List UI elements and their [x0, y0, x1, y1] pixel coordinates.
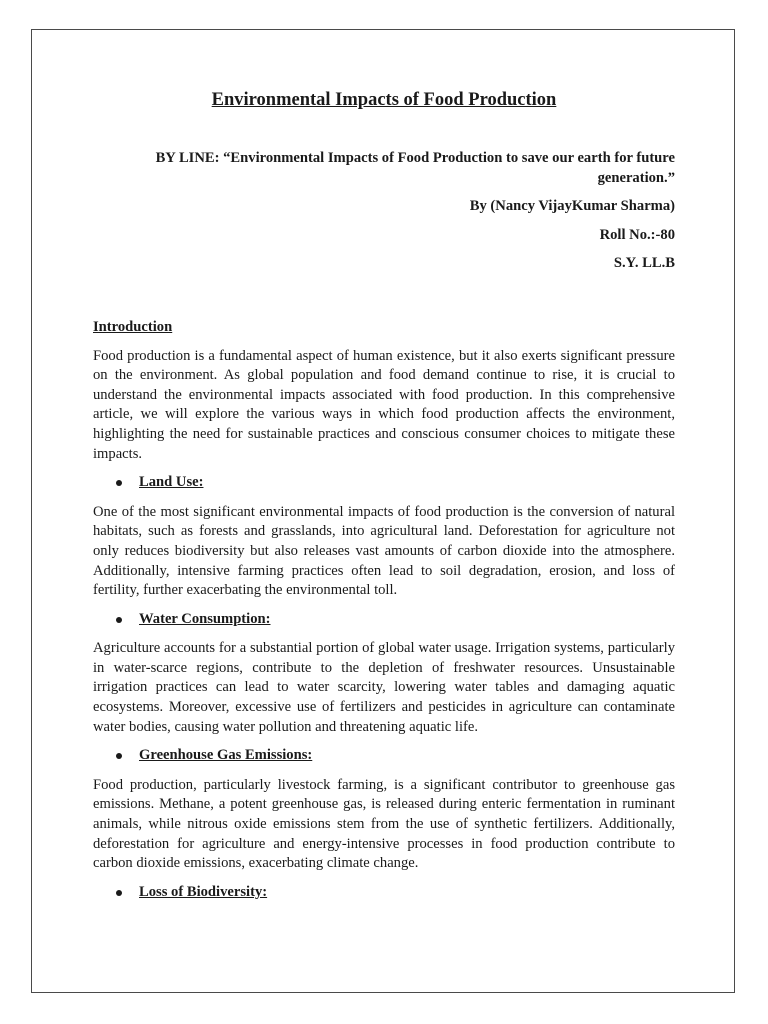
document-body	[93, 88, 675, 912]
section-heading-land-use	[93, 473, 675, 493]
bullet-icon	[116, 890, 122, 896]
section-heading-label: Water Consumption:	[139, 610, 271, 627]
section-heading-loss-of-biodiversity	[93, 883, 675, 903]
greenhouse-gas-emissions-paragraph: Food production, particularly livestock farming, is a significant contributor to greenhouse gas emissions. Methane, a potent greenhouse gas, is released during enteric fermentation in ruminant animals, while nitrous oxide emissions stem from the use of synthetic fertilizers. Additionally, deforestation for agriculture and energy-intensive processes in food production contribute to carbon dioxide emissions, exacerbating climate change.	[93, 776, 675, 872]
section-heading-label: Greenhouse Gas Emissions:	[139, 747, 313, 764]
introduction-paragraph: Food production is a fundamental aspect of human existence, but it also exerts significant pressure on the environment. As global population and food demand continue to rise, it is crucial to understand the environmental impacts associated with food production. In this comprehensive article, we will explore the various ways in which food production affects the environment, highlighting the need for sustainable practices and conscious consumer choices to mitigate these impacts.	[93, 347, 675, 462]
section-heading-label: Land Use:	[139, 474, 204, 491]
water-consumption-paragraph: Agriculture accounts for a substantial portion of global water usage. Irrigation systems, particularly in water-scarce regions, contribute to the depletion of freshwater resources. Unsustainable irrigation practices can lead to water scarcity, lowering water tables and damaging aquatic ecosystems. Moreover, excessive use of fertilizers and pesticides in agriculture can contaminate water bodies, causing water pollution and threatening aquatic life.	[93, 640, 675, 735]
section-heading-greenhouse-gas-emissions	[93, 746, 675, 766]
bullet-icon	[116, 753, 122, 759]
byline-line: BY LINE: “Environmental Impacts of Food Production to save our earth for future generation.”	[155, 150, 675, 186]
section-heading-label: Loss of Biodiversity:	[139, 883, 268, 900]
land-use-paragraph: One of the most significant environmental impacts of food production is the conversion of natural habitats, such as forests and grasslands, into agricultural land. Deforestation for agriculture not only reduces biodiversity but also releases vast amounts of carbon dioxide into the atmosphere. Additionally, intensive farming practices often lead to soil degradation, erosion, and loss of fertility, further exacerbating the environmental toll.	[93, 503, 675, 599]
bullet-icon	[116, 617, 122, 623]
section-heading-water-consumption	[93, 610, 675, 630]
byline-author: By (Nancy VijayKumar Sharma)	[469, 198, 675, 215]
byline-roll-number: Roll No.:-80	[599, 226, 675, 243]
bullet-icon	[116, 480, 122, 486]
byline-class: S.Y. LL.B	[613, 255, 675, 272]
document-title: Environmental Impacts of Food Production	[211, 90, 557, 110]
introduction-heading: Introduction	[93, 318, 173, 335]
